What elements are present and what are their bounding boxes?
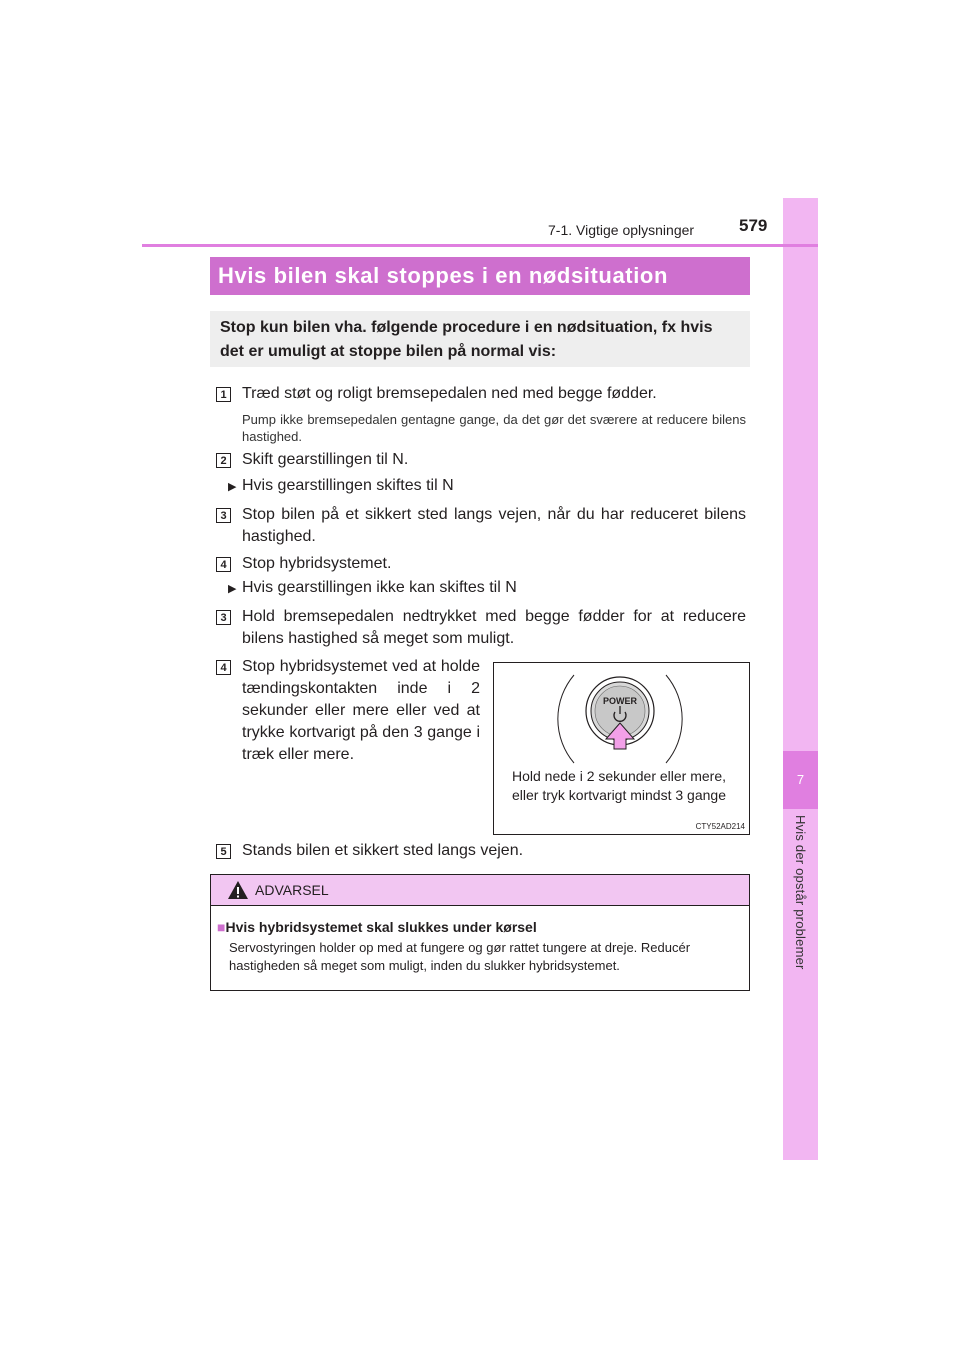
step-text: Træd støt og roligt bremsepedalen ned med begge fødder. [242,385,657,402]
step-text: Skift gearstillingen til N. [242,451,409,468]
step-text: Hold bremsepedalen nedtrykket med begge fødder for at reducere bilens hastighed så meget som muligt. [242,608,746,647]
page-title: Hvis bilen skal stoppes i en nødsituation [210,257,750,295]
warning-title [217,919,537,935]
warning-box [210,874,750,991]
side-tab [783,198,818,1160]
header-divider [142,244,818,247]
step-number: 2 [216,453,231,468]
step-number: 3 [216,508,231,523]
chapter-title: Hvis der opstår problemer [793,815,808,970]
chapter-number: 7 [783,751,818,809]
arrow-icon: ▶ [228,481,237,493]
figure-caption: Hold nede i 2 sekunder eller mere, eller tryk kortvarigt mindst 3 gange [512,768,727,803]
condition-text: Hvis gearstillingen ikke kan skiftes til N [242,579,517,596]
condition-text: Hvis gearstillingen skiftes til N [242,477,454,494]
condition-heading [228,579,517,597]
arrow-icon: ▶ [228,583,237,595]
power-button-label: POWER [602,696,638,706]
bullet-square-icon: ■ [217,919,226,935]
step-number: 4 [216,557,231,572]
intro-box: Stop kun bilen vha. følgende procedure i en nødsituation, fx hvis det er umuligt at stoppe bilen på normal vis: [210,311,750,367]
figure-code: CTY52AD214 [695,822,745,831]
note-text: Pump ikke bremsepedalen gentagne gange, da det gør det sværere at reducere bilens hastighed. [242,412,746,444]
warning-title-text: Hvis hybridsystemet skal slukkes under kørsel [225,919,537,935]
power-button-figure [493,662,750,835]
step-text: Stop hybridsystemet. [242,555,392,572]
step-text: Stop hybridsystemet ved at holde tændingskontakten inde i 2 sekunder eller mere eller ved at trykke kortvarigt på den 3 gange i træk eller mere. [242,658,480,763]
warning-header [211,875,749,906]
condition-heading [228,477,454,495]
section-title: 7-1. Vigtige oplysninger [548,222,695,238]
page-number: 579 [739,216,768,235]
step-number: 4 [216,660,231,675]
step-text: Stands bilen et sikkert sted langs vejen. [242,842,524,859]
step-text: Stop bilen på et sikkert sted langs vejen, når du har reduceret bilens hastighed. [242,506,746,545]
warning-icon [227,880,249,900]
warning-label: ADVARSEL [255,882,329,898]
warning-body: Servostyringen holder op med at fungere og gør rattet tungere at dreje. Reducér hastigheden så meget som muligt, inden du slukker hybridsystemet. [229,940,691,973]
step-number: 1 [216,387,231,402]
step-number: 3 [216,610,231,625]
power-button-illustration [494,663,749,834]
step-number: 5 [216,844,231,859]
